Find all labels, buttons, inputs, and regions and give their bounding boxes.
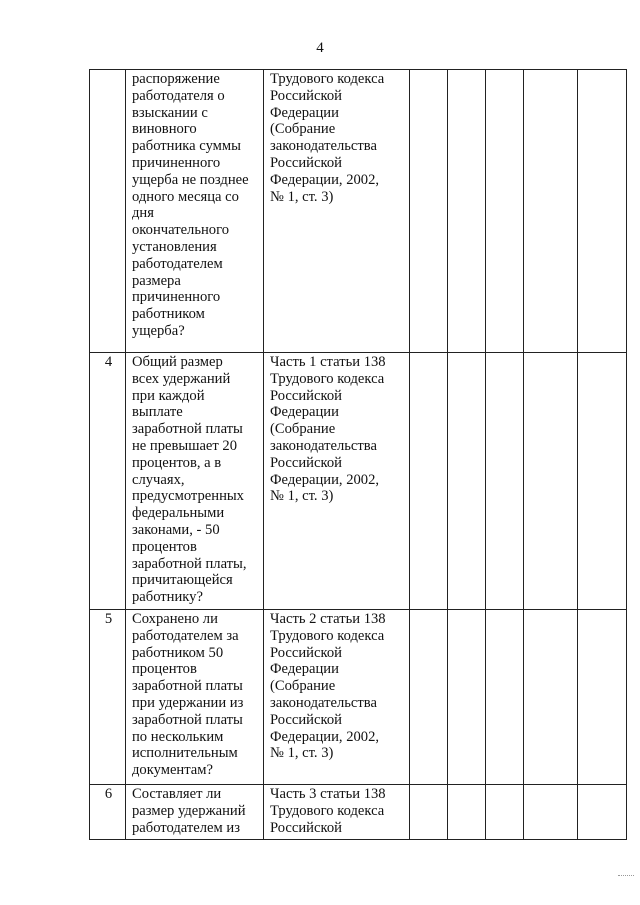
answer-cell [448, 70, 486, 353]
answer-cell [486, 70, 524, 353]
legal-reference: Трудового кодекса Российской Федерации (Собрание законодательства Российской Федерации, 2002, № 1, ст. 3) [264, 70, 410, 353]
answer-cell [524, 70, 578, 353]
row-number: 6 [90, 785, 126, 840]
answer-cell [410, 70, 448, 353]
legal-reference: Часть 1 статьи 138 Трудового кодекса Российской Федерации (Собрание законодательства Российской Федерации, 2002, № 1, ст. 3) [264, 353, 410, 610]
table-row [90, 70, 627, 353]
answer-cell [524, 353, 578, 610]
answer-cell [410, 610, 448, 785]
page-number: 4 [316, 40, 324, 56]
answer-cell [486, 785, 524, 840]
answer-cell [486, 610, 524, 785]
answer-cell [486, 353, 524, 610]
row-number [90, 70, 126, 353]
note-cell [578, 610, 627, 785]
legal-reference: Часть 3 статьи 138 Трудового кодекса Российской [264, 785, 410, 840]
answer-cell [448, 353, 486, 610]
table-row [90, 353, 627, 610]
answer-cell [448, 610, 486, 785]
answer-cell [448, 785, 486, 840]
note-cell [578, 70, 627, 353]
note-cell [578, 353, 627, 610]
scan-artifact [618, 875, 634, 877]
requirement-text: Сохранено ли работодателем за работником 50 процентов заработной платы при удержании из заработной платы по нескольким исполнительным документам? [126, 610, 264, 785]
answer-cell [410, 785, 448, 840]
table-row [90, 610, 627, 785]
row-number: 5 [90, 610, 126, 785]
requirement-text: распоряжение работодателя о взыскании с виновного работника суммы причиненного ущерба не позднее одного месяца со дня окончательного установления работодателем размера причиненного работником ущерба? [126, 70, 264, 353]
note-cell [578, 785, 627, 840]
answer-cell [410, 353, 448, 610]
row-number: 4 [90, 353, 126, 610]
requirement-text: Составляет ли размер удержаний работодателем из [126, 785, 264, 840]
answer-cell [524, 785, 578, 840]
table-row [90, 785, 627, 840]
checklist-table [89, 69, 627, 840]
requirement-text: Общий размер всех удержаний при каждой выплате заработной платы не превышает 20 процентов, а в случаях, предусмотренных федеральными законами, - 50 процентов заработной платы, причитающейся работнику? [126, 353, 264, 610]
answer-cell [524, 610, 578, 785]
legal-reference: Часть 2 статьи 138 Трудового кодекса Российской Федерации (Собрание законодательства Российской Федерации, 2002, № 1, ст. 3) [264, 610, 410, 785]
